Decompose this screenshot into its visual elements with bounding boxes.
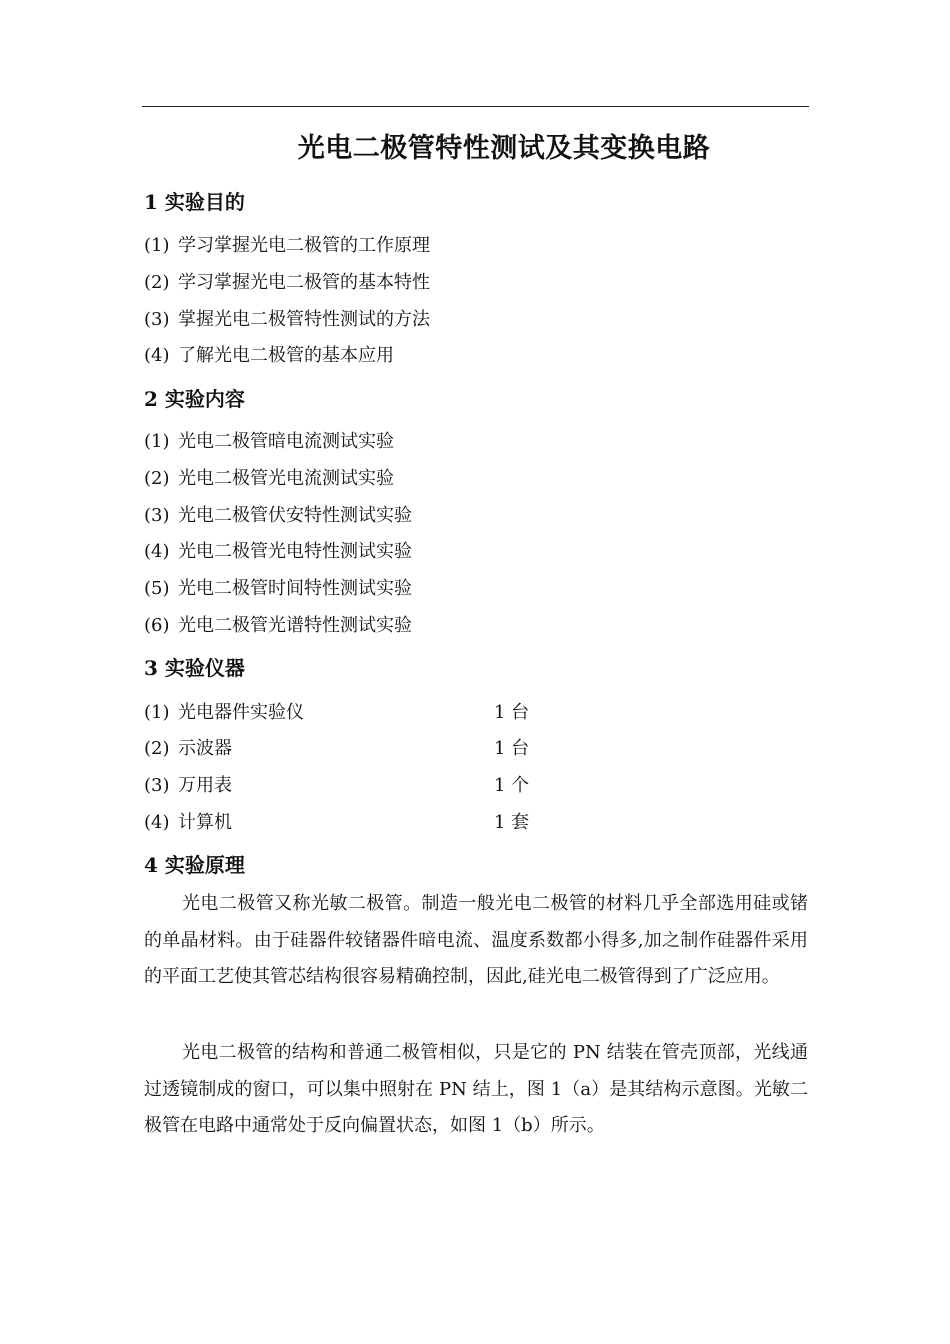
- item-text: 光电二极管暗电流测试实验: [178, 431, 394, 452]
- list-item: [144, 611, 412, 637]
- item-number: (3): [144, 309, 170, 330]
- list-item: [144, 268, 430, 294]
- item-text: 计算机: [178, 812, 232, 833]
- item-number: (4): [144, 812, 170, 833]
- list-item: [144, 698, 304, 724]
- list-item: [144, 537, 412, 563]
- item-text: 了解光电二极管的基本应用: [178, 345, 394, 366]
- list-item: [144, 501, 412, 527]
- item-number: (1): [144, 702, 170, 723]
- item-number: (2): [144, 468, 170, 489]
- section-heading-content: 2 实验内容: [144, 387, 245, 411]
- item-number: (1): [144, 235, 170, 256]
- section-heading-principle: 4 实验原理: [144, 853, 245, 877]
- body-paragraph: 光电二极管又称光敏二极管。制造一般光电二极管的材料几乎全部选用硅或锗的单晶材料。由于硅器件较锗器件暗电流、温度系数都小得多,加之制作硅器件采用的平面工艺使其管芯结构很容易精确控制，因此,硅光电二极管得到了广泛应用。: [144, 893, 808, 988]
- document-title: 光电二极管特性测试及其变换电路: [297, 133, 711, 164]
- item-text: 光电二极管光电特性测试实验: [178, 541, 412, 562]
- section-heading-instruments: 3 实验仪器: [144, 656, 245, 680]
- item-number: (5): [144, 578, 170, 599]
- item-number: (6): [144, 615, 170, 636]
- item-text: 学习掌握光电二极管的工作原理: [178, 235, 430, 256]
- item-quantity: 1 套: [494, 812, 530, 833]
- list-item: [144, 341, 394, 367]
- list-item: [144, 305, 430, 331]
- item-number: (3): [144, 775, 170, 796]
- list-item: [144, 464, 394, 490]
- header-rule: [142, 106, 809, 107]
- item-text: 光电二极管伏安特性测试实验: [178, 505, 412, 526]
- list-item: [144, 231, 430, 257]
- item-text: 光电二极管光电流测试实验: [178, 468, 394, 489]
- list-item: [144, 808, 232, 834]
- item-number: (2): [144, 738, 170, 759]
- list-item: [144, 771, 232, 797]
- list-item: [144, 734, 232, 760]
- item-number: (1): [144, 431, 170, 452]
- item-number: (2): [144, 272, 170, 293]
- list-item: [144, 427, 394, 453]
- item-text: 光电器件实验仪: [178, 702, 304, 723]
- item-text: 光电二极管时间特性测试实验: [178, 578, 412, 599]
- item-quantity: 1 个: [494, 775, 530, 796]
- item-quantity: 1 台: [494, 738, 530, 759]
- item-text: 示波器: [178, 738, 232, 759]
- item-text: 万用表: [178, 775, 232, 796]
- item-quantity: 1 台: [494, 702, 530, 723]
- item-number: (4): [144, 541, 170, 562]
- list-item: [144, 574, 412, 600]
- item-number: (4): [144, 345, 170, 366]
- item-text: 掌握光电二极管特性测试的方法: [178, 309, 430, 330]
- item-text: 学习掌握光电二极管的基本特性: [178, 272, 430, 293]
- body-paragraph: 光电二极管的结构和普通二极管相似，只是它的 PN 结装在管壳顶部，光线通过透镜制成的窗口，可以集中照射在 PN 结上，图 1（a）是其结构示意图。光敏二极管在电路中通常处于反向偏置状态，如图 1（b）所示。: [144, 1042, 808, 1137]
- item-text: 光电二极管光谱特性测试实验: [178, 615, 412, 636]
- section-heading-purpose: 1 实验目的: [144, 190, 245, 214]
- item-number: (3): [144, 505, 170, 526]
